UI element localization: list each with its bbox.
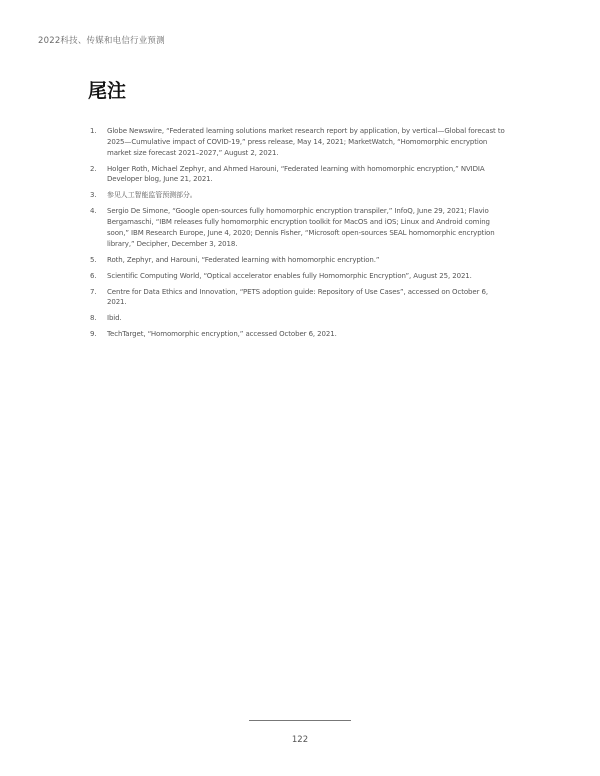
endnote-text: Ibid. [107, 314, 122, 323]
endnote-item [88, 190, 508, 201]
endnote-item [88, 271, 508, 282]
endnote-number: 6. [90, 271, 97, 280]
endnote-item [88, 287, 508, 309]
section-title: 尾注 [88, 80, 127, 102]
endnote-text: Sergio De Simone, “Google open-sources fully homomorphic encryption transpiler,” InfoQ, June 29, 2021; Flavio Bergamaschi, “IBM releases fully homomorphic encryption toolkit for MacOS and iOS; Linux and Android coming soon,” IBM Research Europe, June 4, 2020; Dennis Fisher, “Microsoft open-sources SEAL homomorphic encryption library,” Decipher, December 3, 2018. [107, 207, 495, 248]
endnote-text: Globe Newswire, “Federated learning solutions market research report by application, by vertical—Global forecast to 2025—Cumulative impact of COVID-19,” press release, May 14, 2021; MarketWatch, “Homomorphic encryption market size forecast 2021–2027,” August 2, 2021. [107, 127, 505, 157]
endnote-item [88, 164, 508, 186]
endnote-text: Holger Roth, Michael Zephyr, and Ahmed Harouni, “Federated learning with homomorphic encryption,” NVIDIA Developer blog, June 21, 2021. [107, 164, 485, 184]
endnote-number: 4. [90, 207, 97, 216]
endnote-item [88, 313, 508, 324]
page-number: 122 [291, 735, 309, 745]
endnotes-list [88, 126, 508, 345]
endnote-number: 7. [90, 287, 97, 296]
endnote-number: 2. [90, 164, 97, 173]
endnote-item [88, 255, 508, 266]
endnote-number: 5. [90, 255, 97, 264]
endnote-number: 3. [90, 191, 97, 200]
endnote-item [88, 206, 508, 249]
footer-divider [249, 720, 351, 721]
running-header: 2022科技、传媒和电信行业预测 [38, 36, 165, 46]
endnote-text: 参见人工智能监管预测部分。 [107, 191, 197, 200]
endnote-item [88, 329, 508, 340]
endnote-text: Centre for Data Ethics and Innovation, “PETS adoption guide: Repository of Use Cases”, accessed on October 6, 2021. [107, 287, 488, 307]
endnote-text: Scientific Computing World, “Optical accelerator enables fully Homomorphic Encryption”, August 25, 2021. [107, 271, 472, 280]
endnote-text: TechTarget, “Homomorphic encryption,” accessed October 6, 2021. [107, 330, 337, 339]
endnote-item [88, 126, 508, 158]
endnote-number: 9. [90, 330, 97, 339]
endnote-number: 8. [90, 314, 97, 323]
endnote-number: 1. [90, 127, 97, 135]
endnote-text: Roth, Zephyr, and Harouni, “Federated learning with homomorphic encryption.” [107, 255, 380, 264]
